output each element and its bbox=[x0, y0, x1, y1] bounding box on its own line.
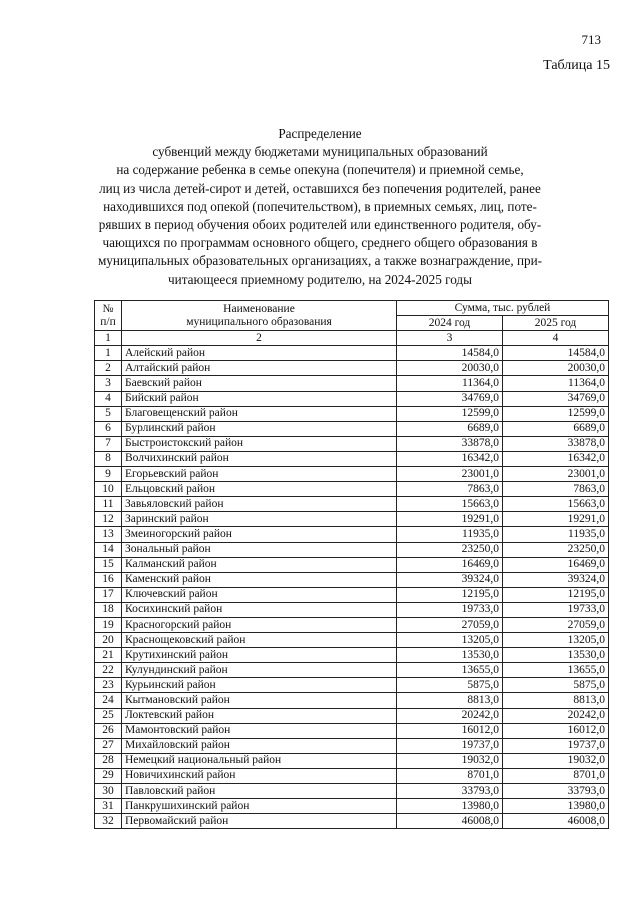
amount-2025: 19291,0 bbox=[503, 512, 609, 527]
municipality-name: Волчихинский район bbox=[122, 451, 397, 466]
row-number: 22 bbox=[95, 663, 122, 678]
amount-2025: 19733,0 bbox=[503, 602, 609, 617]
title-line: рявших в период обучения обоих родителей или единственного родителя, обу- bbox=[98, 217, 542, 233]
amount-2024: 13655,0 bbox=[397, 663, 503, 678]
table-row bbox=[95, 663, 609, 678]
amount-2024: 13205,0 bbox=[397, 633, 503, 648]
table-row bbox=[95, 693, 609, 708]
municipality-name: Ключевский район bbox=[122, 587, 397, 602]
table-row bbox=[95, 391, 609, 406]
row-number: 5 bbox=[95, 406, 122, 421]
row-number: 8 bbox=[95, 451, 122, 466]
row-number: 16 bbox=[95, 572, 122, 587]
municipality-name: Локтевский район bbox=[122, 708, 397, 723]
municipality-name: Бийский район bbox=[122, 391, 397, 406]
municipality-name: Алтайский район bbox=[122, 361, 397, 376]
row-number: 26 bbox=[95, 723, 122, 738]
table-row bbox=[95, 633, 609, 648]
column-index-4: 4 bbox=[503, 331, 609, 346]
amount-2024: 16342,0 bbox=[397, 451, 503, 466]
municipality-name: Мамонтовский район bbox=[122, 723, 397, 738]
amount-2024: 19733,0 bbox=[397, 602, 503, 617]
table-row bbox=[95, 376, 609, 391]
amount-2024: 12195,0 bbox=[397, 587, 503, 602]
amount-2024: 12599,0 bbox=[397, 406, 503, 421]
row-number: 12 bbox=[95, 512, 122, 527]
amount-2025: 20242,0 bbox=[503, 708, 609, 723]
row-number: 9 bbox=[95, 467, 122, 482]
amount-2024: 11935,0 bbox=[397, 527, 503, 542]
amount-2024: 5875,0 bbox=[397, 678, 503, 693]
row-number: 15 bbox=[95, 557, 122, 572]
header-name bbox=[122, 301, 397, 331]
amount-2024: 27059,0 bbox=[397, 617, 503, 632]
municipality-name: Косихинский район bbox=[122, 602, 397, 617]
column-index-3: 3 bbox=[397, 331, 503, 346]
title-line: субвенций между бюджетами муниципальных образований bbox=[152, 144, 488, 160]
amount-2024: 8701,0 bbox=[397, 768, 503, 783]
amount-2024: 19032,0 bbox=[397, 753, 503, 768]
amount-2025: 6689,0 bbox=[503, 421, 609, 436]
document-title bbox=[80, 125, 560, 289]
header-num-line1: № bbox=[102, 302, 114, 315]
row-number: 2 bbox=[95, 361, 122, 376]
row-number: 31 bbox=[95, 799, 122, 814]
municipality-name: Алейский район bbox=[122, 346, 397, 361]
amount-2024: 7863,0 bbox=[397, 482, 503, 497]
municipality-name: Змеиногорский район bbox=[122, 527, 397, 542]
amount-2024: 16012,0 bbox=[397, 723, 503, 738]
amount-2025: 13655,0 bbox=[503, 663, 609, 678]
amount-2025: 13205,0 bbox=[503, 633, 609, 648]
table-row bbox=[95, 723, 609, 738]
amount-2025: 8813,0 bbox=[503, 693, 609, 708]
municipality-name: Крутихинский район bbox=[122, 648, 397, 663]
amount-2025: 16469,0 bbox=[503, 557, 609, 572]
amount-2025: 13530,0 bbox=[503, 648, 609, 663]
amount-2025: 16012,0 bbox=[503, 723, 609, 738]
page-number: 713 bbox=[581, 32, 601, 47]
row-number: 11 bbox=[95, 497, 122, 512]
amount-2024: 34769,0 bbox=[397, 391, 503, 406]
table-row bbox=[95, 451, 609, 466]
table-row bbox=[95, 768, 609, 783]
table-row bbox=[95, 814, 609, 829]
amount-2025: 11935,0 bbox=[503, 527, 609, 542]
table-row bbox=[95, 784, 609, 799]
amount-2025: 7863,0 bbox=[503, 482, 609, 497]
amount-2024: 8813,0 bbox=[397, 693, 503, 708]
amount-2024: 33878,0 bbox=[397, 436, 503, 451]
amount-2025: 13980,0 bbox=[503, 799, 609, 814]
title-line: муниципальных образовательных организациях, а также вознаграждение, при- bbox=[97, 253, 543, 269]
amount-2024: 13980,0 bbox=[397, 799, 503, 814]
row-number: 17 bbox=[95, 587, 122, 602]
table-row bbox=[95, 678, 609, 693]
row-number: 23 bbox=[95, 678, 122, 693]
municipality-name: Быстроистокский район bbox=[122, 436, 397, 451]
amount-2024: 23250,0 bbox=[397, 542, 503, 557]
header-name-line2: муниципального образования bbox=[186, 315, 332, 328]
municipality-name: Красногорский район bbox=[122, 617, 397, 632]
title-line: чающихся по программам основного общего, среднего общего образования в bbox=[102, 235, 538, 251]
municipality-name: Каменский район bbox=[122, 572, 397, 587]
table-row bbox=[95, 738, 609, 753]
table-row bbox=[95, 497, 609, 512]
table-row bbox=[95, 753, 609, 768]
amount-2024: 11364,0 bbox=[397, 376, 503, 391]
municipality-name: Немецкий национальный район bbox=[122, 753, 397, 768]
amount-2025: 5875,0 bbox=[503, 678, 609, 693]
municipality-name: Новичихинский район bbox=[122, 768, 397, 783]
column-index-row bbox=[95, 331, 609, 346]
row-number: 27 bbox=[95, 738, 122, 753]
table-body bbox=[95, 346, 609, 829]
amount-2024: 46008,0 bbox=[397, 814, 503, 829]
row-number: 19 bbox=[95, 617, 122, 632]
table-label: Таблица 15 bbox=[543, 58, 610, 73]
amount-2024: 6689,0 bbox=[397, 421, 503, 436]
amount-2025: 12599,0 bbox=[503, 406, 609, 421]
row-number: 30 bbox=[95, 784, 122, 799]
municipality-name: Павловский район bbox=[122, 784, 397, 799]
table-row bbox=[95, 587, 609, 602]
municipality-name: Баевский район bbox=[122, 376, 397, 391]
municipality-name: Курьинский район bbox=[122, 678, 397, 693]
amount-2024: 15663,0 bbox=[397, 497, 503, 512]
table-row bbox=[95, 361, 609, 376]
municipality-name: Кытмановский район bbox=[122, 693, 397, 708]
table-row bbox=[95, 527, 609, 542]
amount-2025: 23250,0 bbox=[503, 542, 609, 557]
column-index-1: 1 bbox=[95, 331, 122, 346]
title-line: Распределение bbox=[278, 126, 362, 141]
table-row bbox=[95, 346, 609, 361]
table-row bbox=[95, 572, 609, 587]
row-number: 29 bbox=[95, 768, 122, 783]
title-line: на содержание ребенка в семье опекуна (попечителя) и приемной семье, bbox=[116, 162, 524, 178]
header-year-2024: 2024 год bbox=[397, 316, 503, 331]
amount-2025: 11364,0 bbox=[503, 376, 609, 391]
amount-2025: 19737,0 bbox=[503, 738, 609, 753]
municipality-name: Завьяловский район bbox=[122, 497, 397, 512]
amount-2025: 14584,0 bbox=[503, 346, 609, 361]
amount-2024: 20242,0 bbox=[397, 708, 503, 723]
row-number: 1 bbox=[95, 346, 122, 361]
table-row bbox=[95, 512, 609, 527]
table-row bbox=[95, 602, 609, 617]
row-number: 13 bbox=[95, 527, 122, 542]
municipality-name: Панкрушихинский район bbox=[122, 799, 397, 814]
table-row bbox=[95, 557, 609, 572]
row-number: 4 bbox=[95, 391, 122, 406]
municipality-name: Бурлинский район bbox=[122, 421, 397, 436]
table-row bbox=[95, 542, 609, 557]
amount-2025: 16342,0 bbox=[503, 451, 609, 466]
table-row bbox=[95, 467, 609, 482]
amount-2025: 19032,0 bbox=[503, 753, 609, 768]
amount-2025: 15663,0 bbox=[503, 497, 609, 512]
amount-2024: 16469,0 bbox=[397, 557, 503, 572]
header-name-line1: Наименование bbox=[223, 302, 295, 315]
amount-2024: 14584,0 bbox=[397, 346, 503, 361]
municipality-name: Зональный район bbox=[122, 542, 397, 557]
amount-2025: 27059,0 bbox=[503, 617, 609, 632]
title-line: находившихся под опекой (попечительством), в приемных семьях, лиц, поте- bbox=[103, 198, 537, 214]
title-line: читающееся приемному родителю, на 2024-2025 годы bbox=[168, 271, 472, 287]
amount-2025: 46008,0 bbox=[503, 814, 609, 829]
amount-2024: 20030,0 bbox=[397, 361, 503, 376]
municipality-name: Михайловский район bbox=[122, 738, 397, 753]
amount-2025: 12195,0 bbox=[503, 587, 609, 602]
header-sum: Сумма, тыс. рублей bbox=[397, 301, 609, 316]
amount-2024: 39324,0 bbox=[397, 572, 503, 587]
amount-2024: 13530,0 bbox=[397, 648, 503, 663]
municipality-name: Краснощековский район bbox=[122, 633, 397, 648]
row-number: 10 bbox=[95, 482, 122, 497]
amount-2025: 33793,0 bbox=[503, 784, 609, 799]
table-header bbox=[95, 301, 609, 346]
header-year-2025: 2025 год bbox=[503, 316, 609, 331]
header-num bbox=[95, 301, 122, 331]
row-number: 14 bbox=[95, 542, 122, 557]
amount-2025: 23001,0 bbox=[503, 467, 609, 482]
amount-2024: 33793,0 bbox=[397, 784, 503, 799]
column-index-2: 2 bbox=[122, 331, 397, 346]
row-number: 21 bbox=[95, 648, 122, 663]
table-row bbox=[95, 436, 609, 451]
row-number: 18 bbox=[95, 602, 122, 617]
municipality-name: Заринский район bbox=[122, 512, 397, 527]
subvention-table bbox=[94, 300, 609, 829]
row-number: 25 bbox=[95, 708, 122, 723]
amount-2025: 20030,0 bbox=[503, 361, 609, 376]
municipality-name: Кулундинский район bbox=[122, 663, 397, 678]
table-row bbox=[95, 421, 609, 436]
table-row bbox=[95, 406, 609, 421]
row-number: 28 bbox=[95, 753, 122, 768]
amount-2024: 23001,0 bbox=[397, 467, 503, 482]
amount-2025: 34769,0 bbox=[503, 391, 609, 406]
table-row bbox=[95, 708, 609, 723]
row-number: 24 bbox=[95, 693, 122, 708]
municipality-name: Благовещенский район bbox=[122, 406, 397, 421]
row-number: 20 bbox=[95, 633, 122, 648]
amount-2025: 39324,0 bbox=[503, 572, 609, 587]
amount-2024: 19737,0 bbox=[397, 738, 503, 753]
table-row bbox=[95, 799, 609, 814]
row-number: 32 bbox=[95, 814, 122, 829]
table-row bbox=[95, 648, 609, 663]
municipality-name: Егорьевский район bbox=[122, 467, 397, 482]
row-number: 7 bbox=[95, 436, 122, 451]
municipality-name: Первомайский район bbox=[122, 814, 397, 829]
row-number: 3 bbox=[95, 376, 122, 391]
header-num-line2: п/п bbox=[100, 315, 116, 328]
table-row bbox=[95, 482, 609, 497]
title-line: лиц из числа детей-сирот и детей, оставшихся без попечения родителей, ранее bbox=[99, 180, 541, 196]
amount-2024: 19291,0 bbox=[397, 512, 503, 527]
row-number: 6 bbox=[95, 421, 122, 436]
municipality-name: Ельцовский район bbox=[122, 482, 397, 497]
municipality-name: Калманский район bbox=[122, 557, 397, 572]
table-row bbox=[95, 617, 609, 632]
amount-2025: 33878,0 bbox=[503, 436, 609, 451]
amount-2025: 8701,0 bbox=[503, 768, 609, 783]
